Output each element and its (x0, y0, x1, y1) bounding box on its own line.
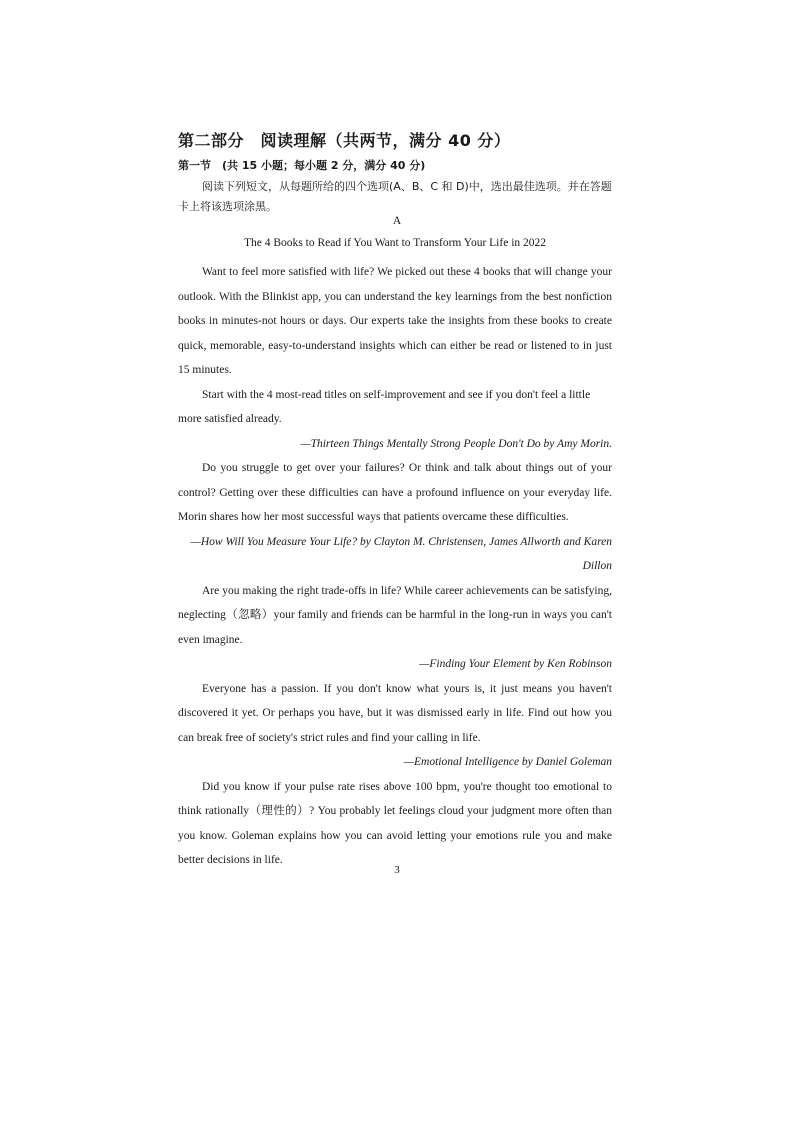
passage-body (178, 260, 612, 873)
instructions: 阅读下列短文，从每题所给的四个选项(A、B、C 和 D)中，选出最佳选项。并在答题卡上将该选项涂黑。 (178, 180, 612, 213)
book-attribution: —How Will You Measure Your Life? by Clayton M. Christensen, James Allworth and Karen Dillon (190, 535, 612, 572)
book-attribution: —Emotional Intelligence by Daniel Goleman (403, 756, 612, 768)
intro-paragraph: Start with the 4 most-read titles on self-improvement and see if you don't feel a little more satisfied already. (178, 388, 591, 425)
book-description: Did you know if your pulse rate rises above 100 bpm, you're thought too emotional to think rationally（理性的）? You probably let feelings cloud your judgment more often than you know. Goleman explains how you can avoid letting your emotions rule you and make better decisions in life. (178, 780, 612, 866)
intro-paragraph: Want to feel more satisfied with life? We picked out these 4 books that will change your outlook. With the Blinkist app, you can understand the key learnings from the best nonfiction books in minutes-not hours or days. Our experts take the insights from these books to create quick, memorable, easy-to-understand insights which can either be read or listened to in just 15 minutes. (178, 266, 612, 376)
book-attribution: —Finding Your Element by Ken Robinson (419, 658, 612, 670)
book-description: Everyone has a passion. If you don't know what yours is, it just means you haven't discovered it yet. Or perhaps you have, but it was dismissed early in life. Find out how you can break free of society's strict rules and find your calling in life. (178, 682, 612, 744)
passage-title: The 4 Books to Read if You Want to Transform Your Life in 2022 (243, 237, 547, 249)
passage-letter: A (392, 215, 402, 227)
page-number: 3 (394, 864, 400, 876)
book-attribution: —Thirteen Things Mentally Strong People Don't Do by Amy Morin. (300, 437, 612, 450)
book-description: Do you struggle to get over your failures? Or think and talk about things out of your control? Getting over these difficulties can have a profound influence on your everyday life. Morin shares how her most successful ways that patients overcame these difficulties. (178, 462, 612, 523)
section-title: 第二部分 阅读理解（共两节，满分 40 分） (178, 131, 511, 150)
subsection-heading: 第一节 (共 15 小题；每小题 2 分，满分 40 分) (178, 159, 426, 172)
book-description: Are you making the right trade-offs in life? While career achievements can be satisfying, neglecting（忽略）your family and friends can be harmful in the long-run in ways you can't even imagine. (178, 584, 612, 646)
